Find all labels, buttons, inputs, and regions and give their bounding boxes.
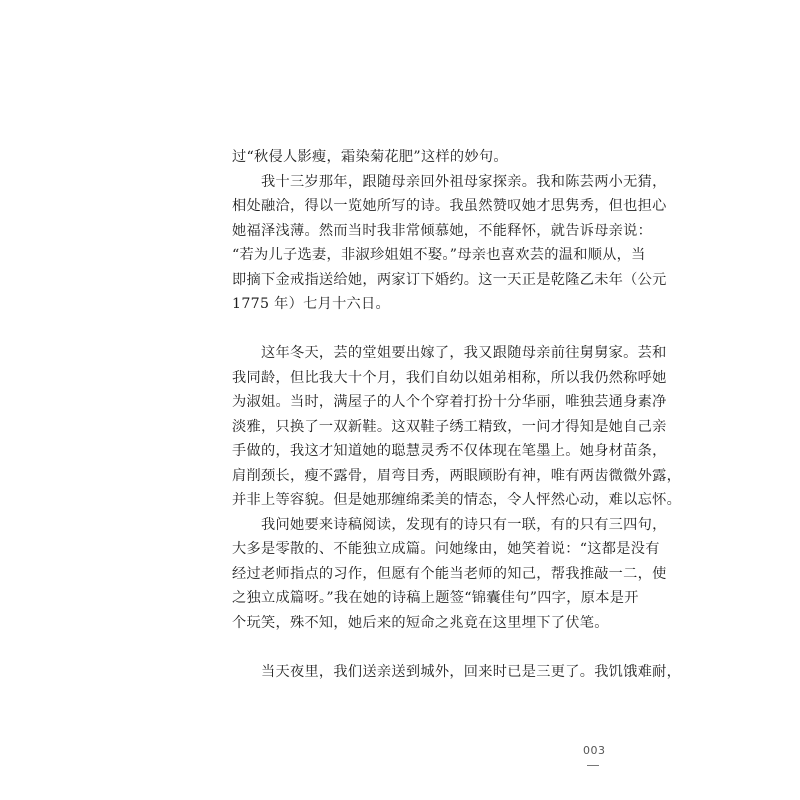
section-gap bbox=[232, 635, 632, 660]
section-gap bbox=[232, 317, 632, 342]
text-line: 大多是零散的、不能独立成篇。问她缘由，她笑着说：“这都是没有 bbox=[232, 541, 660, 557]
body-text bbox=[232, 145, 682, 684]
text-line: 手做的，我这才知道她的聪慧灵秀不仅体现在笔墨上。她身材苗条， bbox=[232, 443, 667, 459]
text-line: 1775 年）七月十六日。 bbox=[232, 296, 391, 312]
text-line: 为淑姐。当时，满屋子的人个个穿着打扮十分华丽，唯独芸通身素净 bbox=[232, 394, 667, 410]
text-line: 过“秋侵人影瘦，霜染菊花肥”这样的妙句。 bbox=[232, 149, 508, 165]
text-line: 这年冬天，芸的堂姐要出嫁了，我又跟随母亲前往舅舅家。芸和 bbox=[232, 345, 667, 361]
text-line: 我问她要来诗稿阅读，发现有的诗只有一联，有的只有三四句， bbox=[232, 516, 667, 533]
page-number-underline bbox=[587, 765, 599, 766]
text-line: 相处融洽，得以一览她所写的诗。我虽然赞叹她才思隽秀，但也担心 bbox=[232, 198, 667, 214]
text-line: 我十三岁那年，跟随母亲回外祖母家探亲。我和陈芸两小无猜， bbox=[232, 173, 667, 190]
text-line: 她福泽浅薄。然而当时我非常倾慕她，不能释怀，就告诉母亲说： bbox=[232, 222, 653, 239]
text-line: 个玩笑，殊不知，她后来的短命之兆竟在这里埋下了伏笔。 bbox=[232, 614, 609, 631]
text-line: 之独立成篇呀。”我在她的诗稿上题签“锦囊佳句”四字，原本是开 bbox=[232, 590, 639, 606]
page-number: 003 bbox=[583, 744, 606, 757]
text-line: 淡雅，只换了一双新鞋。这双鞋子绣工精致，一问才得知是她自己亲 bbox=[232, 418, 667, 435]
text-line: 肩削颈长，瘦不露骨，眉弯目秀，两眼顾盼有神，唯有两齿微微外露， bbox=[232, 467, 682, 484]
text-line: 经过老师指点的习作，但愿有个能当老师的知己，帮我推敲一二，使 bbox=[232, 565, 667, 582]
text-line: “若为儿子选妻，非淑珍姐姐不娶。”母亲也喜欢芸的温和顺从，当 bbox=[232, 247, 646, 263]
text-line: 并非上等容貌。但是她那缠绵柔美的情态，令人怦然心动，难以忘怀。 bbox=[232, 492, 682, 508]
text-line: 当天夜里，我们送亲送到城外，回来时已是三更了。我饥饿难耐， bbox=[232, 663, 682, 680]
text-line: 即摘下金戒指送给她，两家订下婚约。这一天正是乾隆乙未年（公元 bbox=[232, 271, 667, 288]
text-line: 我同龄，但比我大十个月，我们自幼以姐弟相称，所以我仍然称呼她 bbox=[232, 369, 667, 386]
